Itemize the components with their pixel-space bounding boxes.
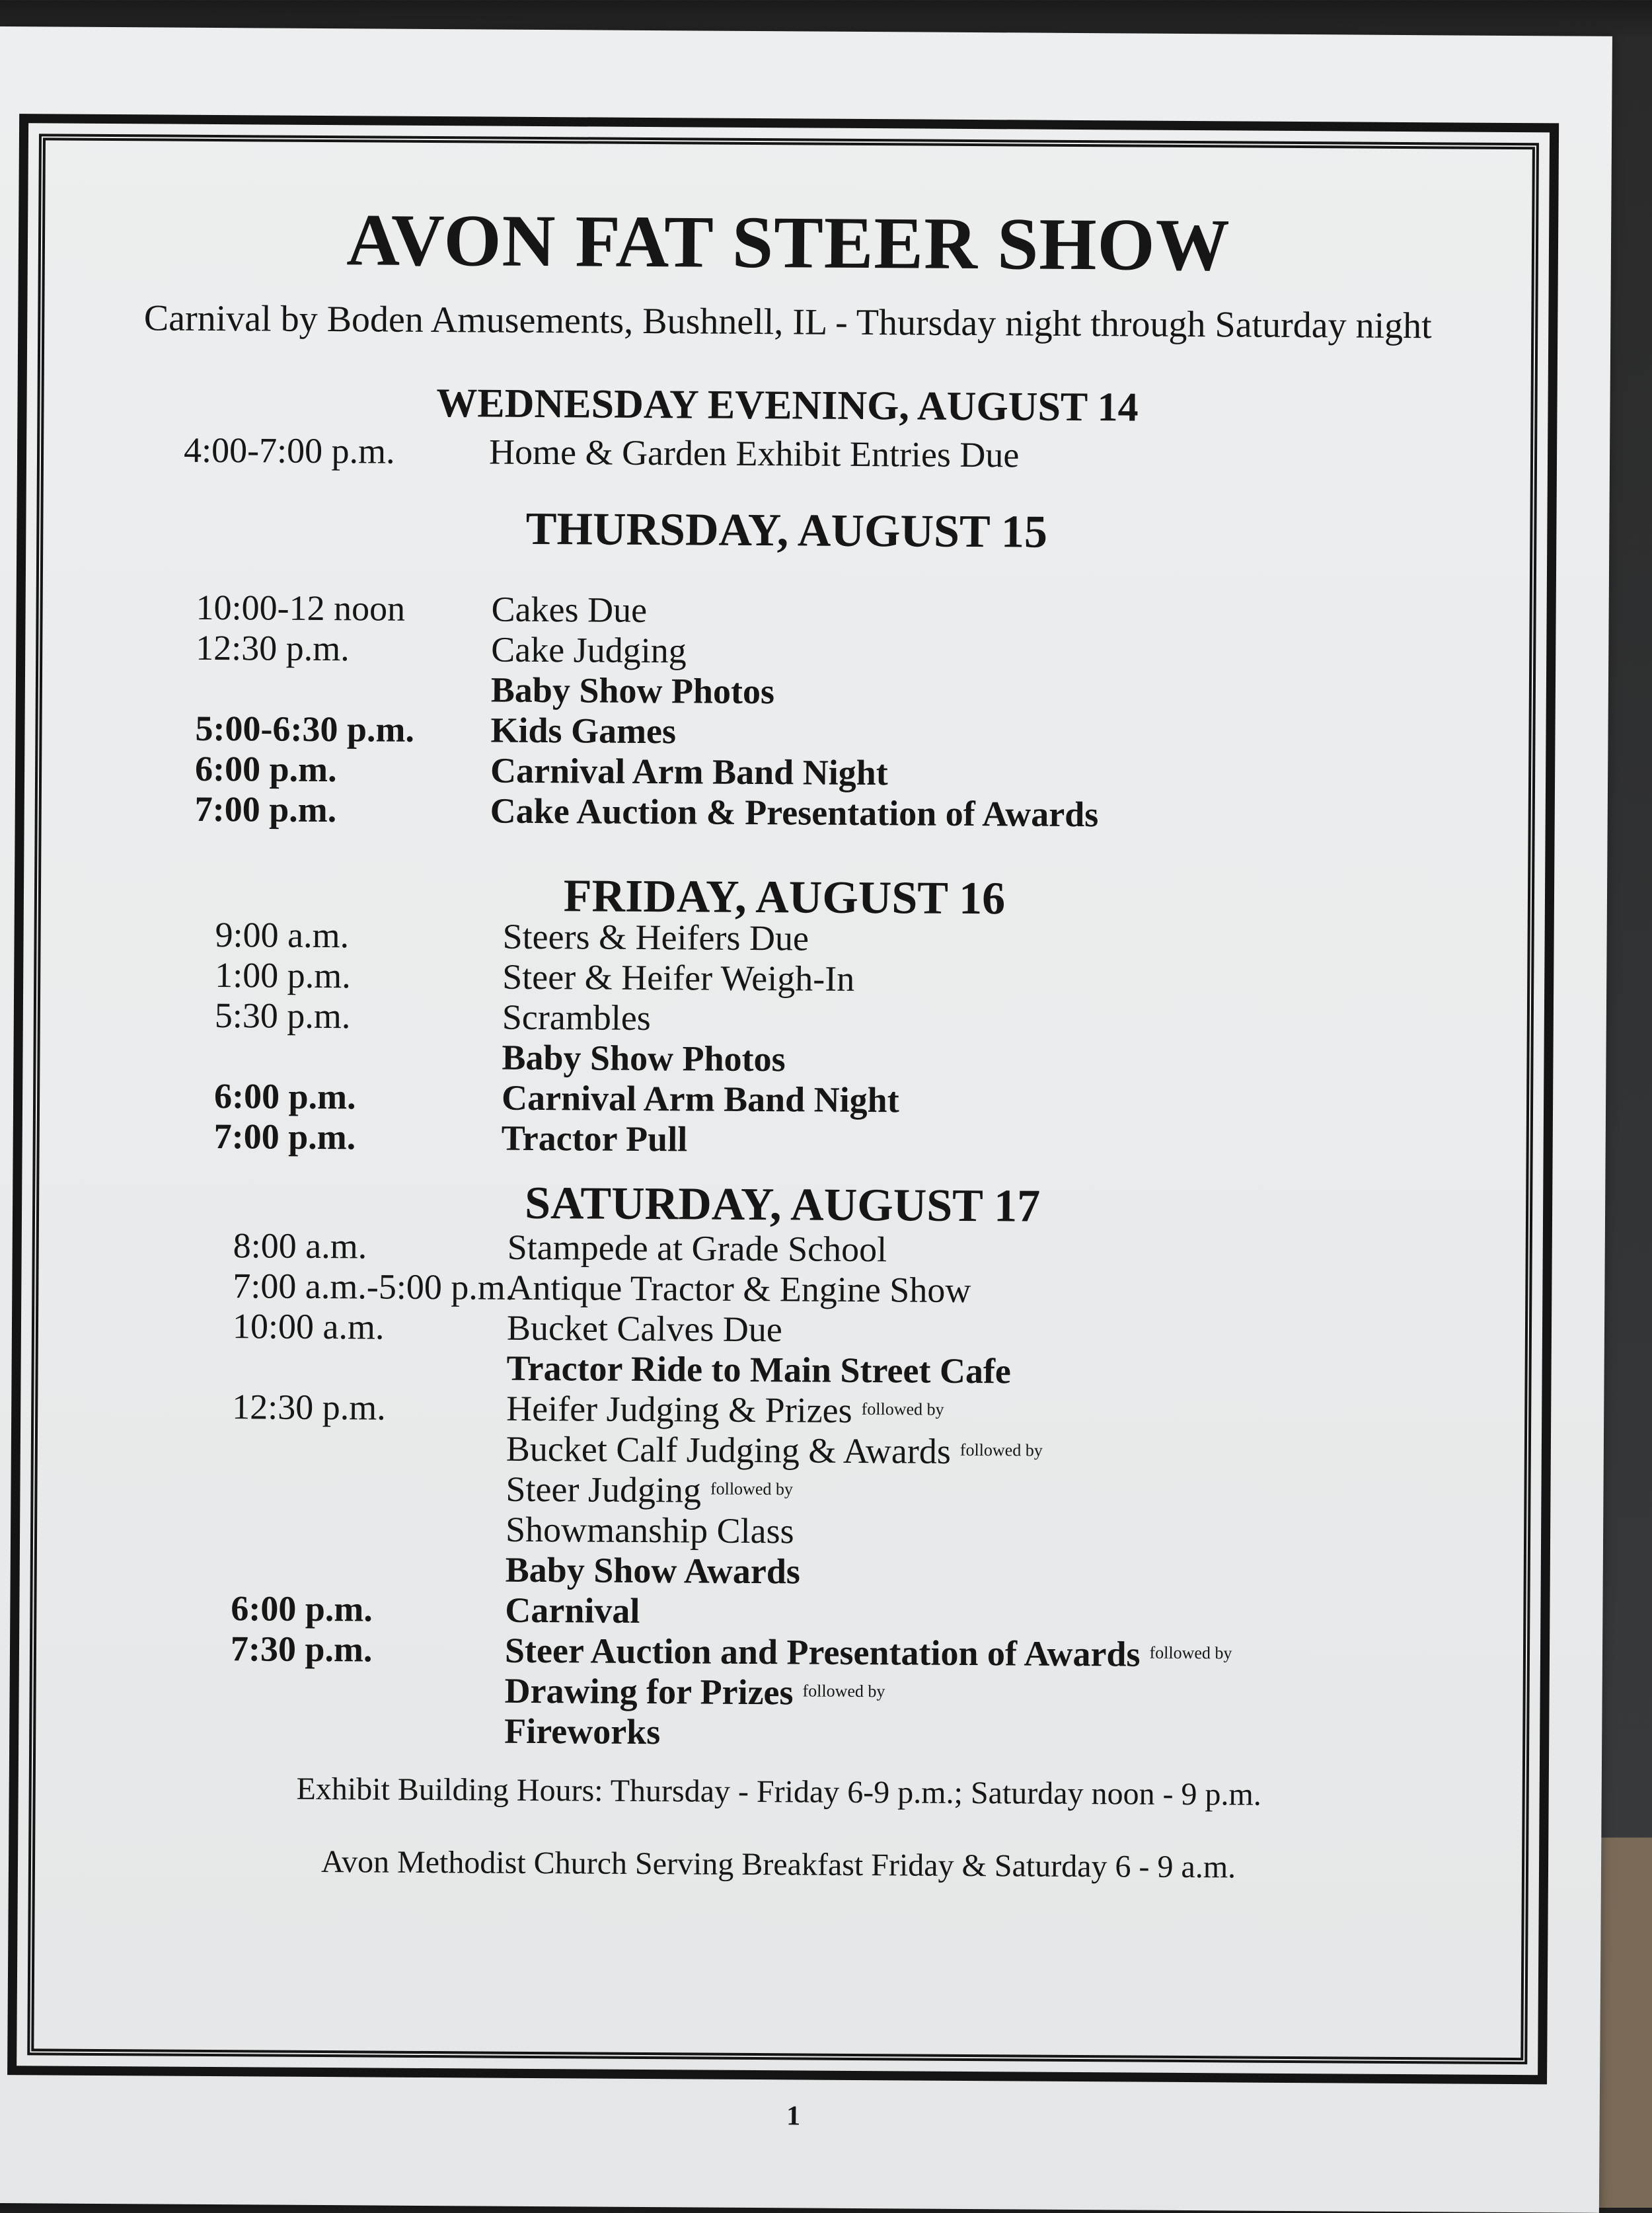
schedule-event-text: Carnival	[505, 1590, 640, 1631]
followed-by-note: followed by	[1149, 1643, 1232, 1663]
schedule-event	[506, 1428, 1043, 1473]
schedule-event-text: Kids Games	[490, 710, 677, 752]
schedule-row	[24, 787, 1546, 840]
paper-sheet	[0, 26, 1612, 2213]
schedule-event-text: Cake Judging	[491, 629, 687, 671]
schedule-time: 9:00 a.m.	[215, 915, 350, 956]
schedule-event	[507, 1267, 971, 1311]
schedule-time: 7:30 p.m.	[230, 1629, 373, 1670]
schedule-event-text: Showmanship Class	[505, 1509, 794, 1551]
schedule-event-text: Stampede at Grade School	[507, 1227, 887, 1270]
page-subtitle: Carnival by Boden Amusements, Bushnell, IL - Thursday night through Saturday night	[143, 297, 1432, 347]
followed-by-note: followed by	[710, 1479, 793, 1499]
schedule-row	[19, 1707, 1540, 1760]
page-border	[7, 114, 1559, 2084]
day-heading: THURSDAY, AUGUST 15	[525, 503, 1048, 558]
schedule-time: 6:00 p.m.	[231, 1588, 373, 1629]
schedule-event	[491, 670, 775, 713]
schedule-event-text: Steers & Heifers Due	[502, 916, 809, 958]
followed-by-note: followed by	[861, 1399, 944, 1419]
schedule-event-text: Steer & Heifer Weigh-In	[502, 956, 855, 999]
schedule-event	[504, 1711, 660, 1752]
schedule-time: 7:00 a.m.-5:00 p.m.	[233, 1266, 515, 1307]
schedule-event-text: Cake Auction & Presentation of Awards	[490, 791, 1099, 835]
schedule-event-text: Home & Garden Exhibit Entries Due	[488, 432, 1020, 475]
schedule-event	[489, 432, 1020, 476]
schedule-event-text: Cakes Due	[491, 589, 648, 630]
schedule-time: 5:00-6:30 p.m.	[195, 708, 415, 750]
schedule-event	[506, 1509, 794, 1552]
schedule-event-text: Tractor Ride to Main Street Cafe	[506, 1348, 1012, 1391]
schedule-time: 8:00 a.m.	[233, 1225, 367, 1266]
schedule-event-text: Bucket Calf Judging & Awards	[506, 1428, 952, 1471]
schedule-event	[507, 1227, 887, 1270]
schedule-event	[502, 916, 809, 959]
schedule-event	[505, 1590, 640, 1631]
schedule-event	[506, 1469, 793, 1512]
schedule-event	[502, 1037, 786, 1080]
schedule-time: 10:00 a.m.	[232, 1306, 385, 1347]
schedule-time: 5:30 p.m.	[214, 995, 351, 1036]
page-number: 1	[786, 2101, 801, 2132]
schedule-event-text: Bucket Calves Due	[506, 1307, 783, 1350]
schedule-event	[491, 589, 647, 631]
schedule-time: 12:30 p.m.	[196, 627, 350, 669]
schedule-event	[490, 791, 1099, 835]
schedule-event-text: Baby Show Photos	[502, 1037, 786, 1079]
schedule-event-text: Fireworks	[504, 1711, 661, 1752]
page-title: AVON FAT STEER SHOW	[346, 199, 1231, 287]
schedule-time: 6:00 p.m.	[213, 1076, 356, 1117]
footer-line: Avon Methodist Church Serving Breakfast Friday & Saturday 6 - 9 a.m.	[320, 1844, 1236, 1885]
schedule-event	[506, 1388, 944, 1432]
schedule-event	[491, 629, 687, 672]
schedule-event-text: Steer Judging	[506, 1469, 702, 1510]
schedule-event-text: Carnival Arm Band Night	[501, 1077, 899, 1120]
schedule-event-text: Tractor Pull	[501, 1118, 688, 1159]
day-heading: WEDNESDAY EVENING, AUGUST 14	[436, 381, 1139, 430]
schedule-event	[502, 997, 651, 1038]
footer-line: Exhibit Building Hours: Thursday - Friday 6-9 p.m.; Saturday noon - 9 p.m.	[296, 1771, 1262, 1812]
schedule-time: 6:00 p.m.	[194, 748, 337, 790]
schedule-time: 7:00 p.m.	[213, 1116, 356, 1157]
schedule-event	[504, 1670, 885, 1714]
schedule-event	[502, 956, 854, 999]
schedule-content	[17, 123, 1550, 2075]
schedule-event	[502, 1118, 688, 1160]
day-heading: SATURDAY, AUGUST 17	[524, 1177, 1041, 1232]
schedule-row	[26, 428, 1548, 481]
schedule-time: 10:00-12 noon	[196, 587, 406, 629]
followed-by-note: followed by	[802, 1681, 885, 1701]
schedule-event-text: Scrambles	[502, 997, 651, 1038]
schedule-time: 1:00 p.m.	[215, 955, 351, 996]
schedule-event-text: Drawing for Prizes	[504, 1670, 794, 1713]
day-heading: FRIDAY, AUGUST 16	[563, 871, 1006, 925]
schedule-event	[505, 1630, 1232, 1676]
schedule-event	[506, 1549, 801, 1592]
schedule-event	[507, 1307, 782, 1350]
schedule-time: 12:30 p.m.	[232, 1387, 386, 1428]
schedule-row	[22, 1114, 1544, 1167]
schedule-event	[490, 750, 888, 794]
schedule-event-text: Steer Auction and Presentation of Awards	[504, 1630, 1141, 1674]
schedule-time: 7:00 p.m.	[194, 789, 337, 830]
schedule-event-text: Antique Tractor & Engine Show	[507, 1267, 971, 1311]
schedule-event	[506, 1348, 1011, 1392]
schedule-event-text: Carnival Arm Band Night	[490, 750, 888, 793]
schedule-event	[502, 1077, 899, 1121]
schedule-event-text: Baby Show Awards	[505, 1549, 801, 1592]
schedule-event-text: Baby Show Photos	[490, 670, 775, 712]
schedule-time: 4:00-7:00 p.m.	[183, 430, 395, 471]
followed-by-note: followed by	[959, 1440, 1043, 1460]
schedule-event-text: Heifer Judging & Prizes	[506, 1388, 852, 1430]
schedule-event	[490, 710, 676, 752]
background-floor-right	[1593, 1838, 1652, 2208]
